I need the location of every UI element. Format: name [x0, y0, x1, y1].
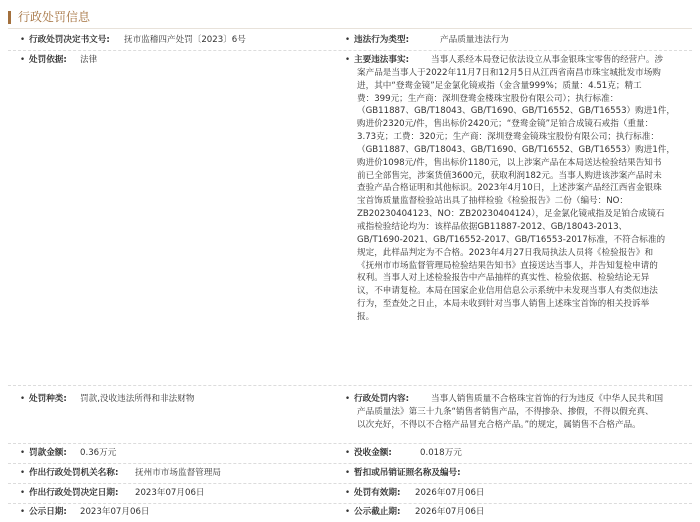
- authority-label: • 作出行政处罚机关名称:: [20, 468, 118, 479]
- text-line: 案产品是当事人于2022年11月7日和12月5日从江西省南昌市珠宝城批发市场购: [357, 67, 661, 78]
- section-header: [0, 0, 700, 30]
- text-line: 报。: [357, 311, 375, 322]
- text-line: 产品质量法》第三十九条“销售者销售产品，不得掺杂、掺假，不得以假充真、: [357, 406, 654, 417]
- text-line: 查验产品合格证明和其他标识。2023年4月10日，上述涉案产品经江西省金银珠: [357, 183, 662, 194]
- text-line: 当事人销售质量不合格珠宝首饰的行为违反《中华人民共和国: [431, 394, 664, 404]
- valid-until-label: • 处罚有效期:: [345, 488, 400, 499]
- text-line: 以次充好，不得以不合格产品冒充合格产品。”的规定，属销售不合格产品。: [357, 419, 641, 430]
- text-line: 《抚州市市场监督管理局检验结果告知书》直接送达当事人，并告知复检申请的: [357, 260, 658, 271]
- penalty-type-value: 罚款,没收违法所得和非法财物: [80, 394, 195, 404]
- row-divider: [8, 50, 692, 51]
- text-line: 前已全部售完，涉案货值3600元，获取利润182元。当事人购进该涉案产品时未: [357, 170, 662, 181]
- text-line: GB/T1690-2021、GB/T16552-2017、GB/T16553-2017标准，不符合标准的: [357, 234, 666, 245]
- authority-value: 抚州市市场监督管理局: [135, 468, 221, 478]
- valid-until-value: 2026年07月06日: [415, 488, 485, 498]
- text-line: 规定，此样品判定为不合格。2023年4月27日我局执法人员将《检验报告》和: [357, 247, 654, 258]
- row-divider: [8, 503, 692, 504]
- basis-value: 法律: [80, 55, 98, 65]
- row-divider: [8, 443, 692, 444]
- penalty-content-label: • 行政处罚内容:: [345, 394, 409, 405]
- text-line: 权利。当事人对上述检验报告中产品抽样的真实性、检验依据、检验结论无异: [357, 273, 650, 284]
- decision-date-value: 2023年07月06日: [135, 488, 205, 498]
- text-line: （GB11887、GB/T18043、GB/T1690、GB/T16552、GB/T16553）购进1件，: [357, 106, 675, 117]
- doc-no-value: 抚市监稽四产处罚〔2023〕6号: [124, 35, 246, 45]
- publish-date-value: 2023年07月06日: [80, 507, 150, 517]
- text-line: 购进价2320元/件，售出标价2420元；“登鸯金镜”足铂合成镜石戒指（重量：: [357, 119, 654, 130]
- text-line: 费：399元；生产商：深圳登鸯金楼珠宝股份有限公司）；执行标准：: [357, 93, 619, 104]
- fine-label: • 罚款金额:: [20, 448, 67, 459]
- license-label: • 暂扣或吊销证照名称及编号:: [345, 468, 461, 479]
- text-line: 戒指检验结论均为：该样品依据GB11887-2012、GB/18043-2013、: [357, 221, 628, 232]
- doc-no-label: • 行政处罚决定书文号:: [20, 35, 110, 46]
- row-divider: [8, 483, 692, 484]
- header-accent-bar: [8, 11, 11, 24]
- decision-date-label: • 作出行政处罚决定日期:: [20, 488, 118, 499]
- text-line: 购进价1098元/件，售出标价1180元，以上涉案产品在本局送达检验结果告知书: [357, 157, 662, 168]
- row-divider: [8, 385, 692, 386]
- text-line: ZB20230404123、NO：ZB20230404124），足金氯化镜戒指及足铂合成镜石: [357, 209, 665, 220]
- text-line: 当事人系经本局登记依法设立从事金银珠宝零售的经营户。涉: [431, 55, 664, 65]
- fine-value: 0.36万元: [80, 448, 117, 458]
- text-line: 进，其中“登鸯金镜”足金氯化镜戒指（金含量999%；质量：4.51克；精工: [357, 80, 642, 91]
- text-line: （GB11887、GB/T18043、GB/T1690、GB/T16552、GB/T16553）购进1件，: [357, 144, 675, 155]
- text-line: 宝首饰质量监督检验站出具了抽样检验《检验报告》二份（编号：NO：: [357, 196, 629, 207]
- facts-text: [357, 54, 693, 324]
- publish-date-label: • 公示日期:: [20, 507, 67, 518]
- text-line: 行为，至查处之日止，本局未收到针对当事人销售上述珠宝首饰的相关投诉举: [357, 299, 650, 310]
- basis-label: • 处罚依据:: [20, 55, 67, 66]
- violation-type-value: 产品质量违法行为: [440, 35, 509, 45]
- confiscated-label: • 没收金额:: [345, 448, 392, 459]
- publish-until-label: • 公示截止期:: [345, 507, 400, 518]
- row-divider: [8, 463, 692, 464]
- section-title: 行政处罚信息: [18, 10, 91, 24]
- confiscated-value: 0.018万元: [420, 448, 462, 458]
- text-line: 3.73克；工费：320元；生产商：深圳登鸯金镜珠宝股份有限公司；执行标准：: [357, 132, 659, 143]
- text-line: 议，不申请复检。本局在国家企业信用信息公示系统中未发现当事人有类似违法: [357, 286, 658, 297]
- penalty-content-text: [357, 393, 693, 432]
- header-divider: [8, 28, 692, 29]
- penalty-type-label: • 处罚种类:: [20, 394, 67, 405]
- facts-label: • 主要违法事实:: [345, 55, 409, 66]
- violation-type-label: • 违法行为类型:: [345, 35, 409, 46]
- publish-until-value: 2026年07月06日: [415, 507, 485, 517]
